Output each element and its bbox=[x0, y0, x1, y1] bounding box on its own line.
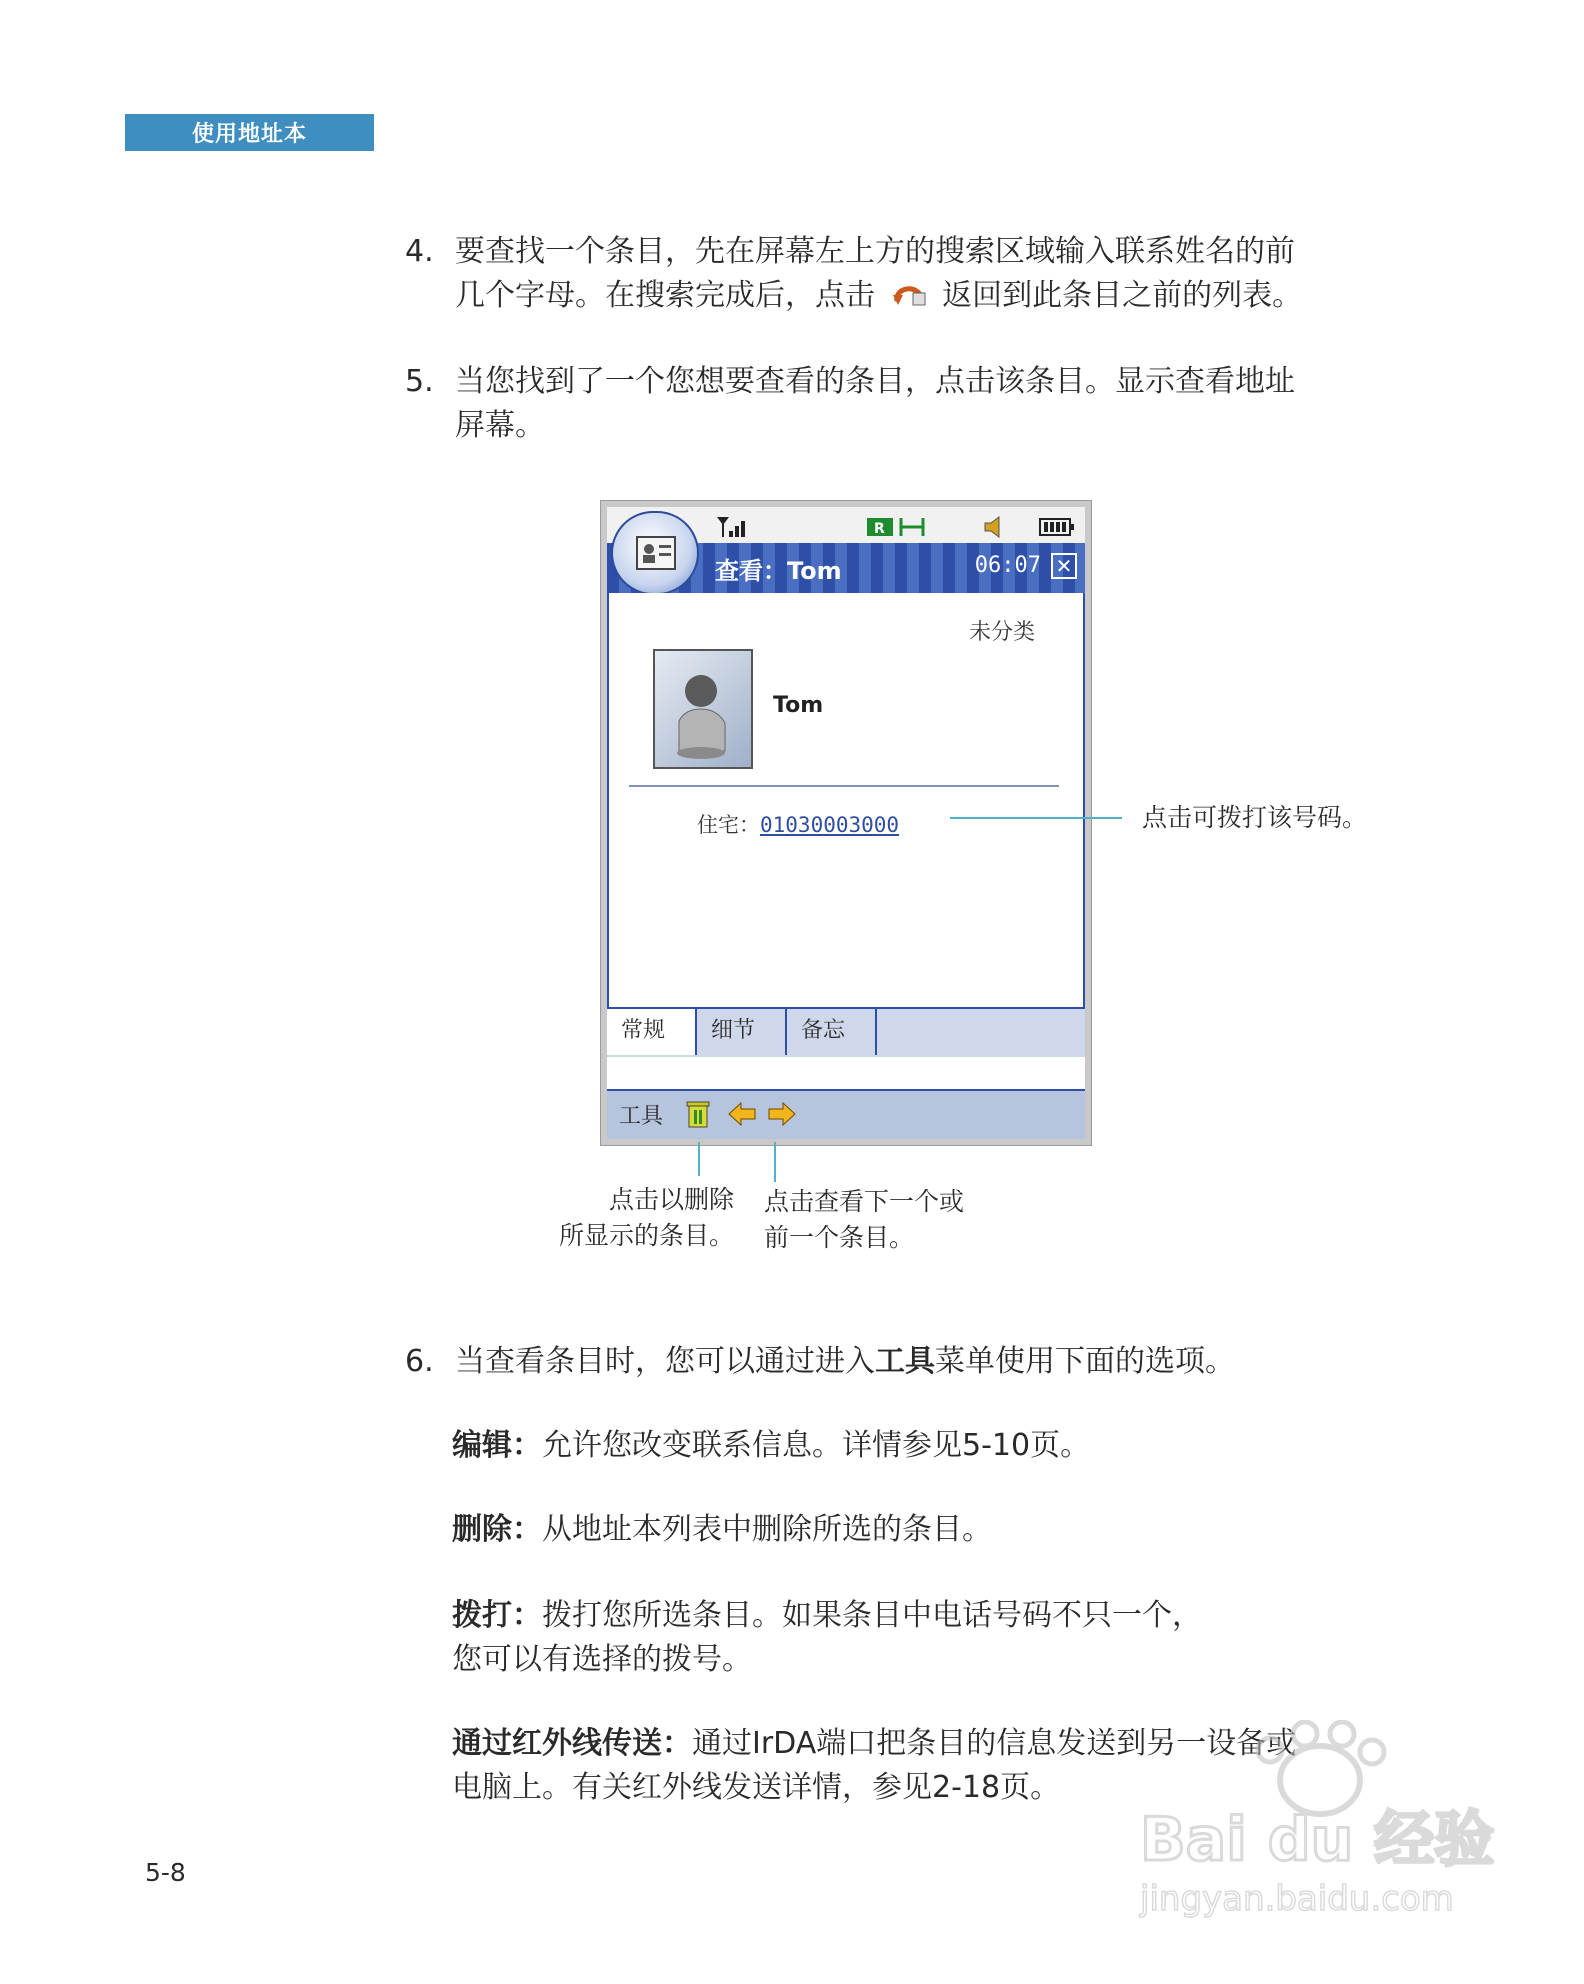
callout-line-nav bbox=[774, 1142, 776, 1182]
step6-text-a: 当查看条目时，您可以通过进入 bbox=[455, 1344, 875, 1379]
tools-menu[interactable]: 工具 bbox=[619, 1104, 664, 1129]
callout-line-delete bbox=[698, 1142, 700, 1176]
option-delete bbox=[452, 1508, 992, 1552]
contact-name: Tom bbox=[773, 693, 824, 718]
watermark-url: jingyan.baidu.com bbox=[1140, 1879, 1454, 1919]
option-desc: 通过IrDA端口把条目的信息发送到另一设备或 bbox=[692, 1726, 1297, 1761]
callout-nav-line2: 前一个条目。 bbox=[764, 1223, 915, 1252]
step-6 bbox=[405, 1340, 1455, 1384]
baidu-watermark bbox=[1120, 1720, 1500, 1920]
roaming-icon bbox=[865, 515, 929, 539]
toolbar bbox=[607, 1089, 1085, 1139]
phone-label: 住宅： bbox=[697, 813, 760, 837]
step6-tools-term: 工具 bbox=[875, 1344, 935, 1379]
contact-card-glyph bbox=[613, 513, 697, 593]
tab-details[interactable]: 细节 bbox=[697, 1009, 787, 1055]
option-term: 编辑： bbox=[452, 1428, 542, 1463]
step-4 bbox=[405, 230, 1455, 320]
option-desc: 允许您改变联系信息。详情参见5-10页。 bbox=[542, 1428, 1091, 1463]
avatar-icon bbox=[655, 651, 751, 767]
step-text-line2a: 几个字母。在搜索完成后，点击 bbox=[455, 278, 875, 313]
option-edit bbox=[452, 1424, 1090, 1468]
step-text-line1: 要查找一个条目，先在屏幕左上方的搜索区域输入联系姓名的前 bbox=[455, 234, 1295, 269]
option-desc-line2: 您可以有选择的拨号。 bbox=[452, 1642, 752, 1677]
screen-title: 查看：Tom bbox=[715, 557, 842, 585]
paw-logo-icon bbox=[1120, 1720, 1500, 1920]
battery-icon bbox=[1039, 515, 1075, 539]
category-label[interactable]: 未分类 bbox=[968, 620, 1035, 645]
step-text-line1: 当您找到了一个您想要查看的条目，点击该条目。显示查看地址 bbox=[455, 364, 1295, 399]
step-number: 5. bbox=[405, 364, 434, 399]
tab-bar bbox=[607, 1007, 1085, 1057]
step-text-line2b: 返回到此条目之前的列表。 bbox=[942, 278, 1303, 313]
watermark-brand: Bai du 经验 bbox=[1140, 1805, 1495, 1875]
callout-nav-line1: 点击查看下一个或 bbox=[764, 1187, 965, 1216]
arrow-left-icon[interactable] bbox=[727, 1099, 757, 1129]
step-5 bbox=[405, 360, 1455, 450]
callout-line-dial bbox=[950, 817, 1122, 819]
phone-number-link[interactable]: 01030003000 bbox=[760, 813, 900, 837]
refresh-icon bbox=[891, 281, 927, 309]
option-term: 删除： bbox=[452, 1512, 542, 1547]
option-desc-line2: 电脑上。有关红外线发送详情，参见2-18页。 bbox=[452, 1770, 1061, 1805]
option-term: 通过红外线传送： bbox=[452, 1726, 692, 1761]
avatar[interactable] bbox=[653, 649, 753, 769]
clock: 06:07 bbox=[974, 553, 1041, 578]
step-text-line2: 屏幕。 bbox=[455, 408, 545, 443]
divider bbox=[629, 785, 1059, 787]
tab-general[interactable]: 常规 bbox=[607, 1009, 697, 1055]
signal-icon bbox=[715, 515, 755, 539]
callout-nav bbox=[764, 1184, 964, 1256]
contact-card-icon bbox=[611, 511, 699, 595]
close-button[interactable]: ✕ bbox=[1051, 553, 1077, 579]
callout-delete-line2: 所显示的条目。 bbox=[558, 1221, 734, 1250]
option-dial bbox=[452, 1594, 1202, 1682]
phone-row bbox=[697, 809, 899, 839]
tab-notes[interactable]: 备忘 bbox=[787, 1009, 877, 1055]
step-number: 6. bbox=[405, 1344, 434, 1379]
contact-details-panel bbox=[607, 593, 1085, 1057]
callout-dial: 点击可拨打该号码。 bbox=[1142, 803, 1368, 832]
option-desc: 拨打您所选条目。如果条目中电话号码不只一个， bbox=[542, 1598, 1202, 1633]
trash-icon[interactable] bbox=[683, 1099, 713, 1129]
callout-delete bbox=[550, 1182, 734, 1254]
option-term: 拨打： bbox=[452, 1598, 542, 1633]
step6-text-b: 菜单使用下面的选项。 bbox=[935, 1344, 1235, 1379]
step-number: 4. bbox=[405, 234, 434, 269]
contact-view-screenshot bbox=[600, 500, 1092, 1146]
page-number: 5-8 bbox=[145, 1858, 186, 1887]
callout-delete-line1: 点击以删除 bbox=[608, 1185, 734, 1214]
speaker-icon bbox=[983, 515, 1009, 539]
svg-text:R: R bbox=[874, 521, 885, 537]
option-desc: 从地址本列表中删除所选的条目。 bbox=[542, 1512, 992, 1547]
arrow-right-icon[interactable] bbox=[767, 1099, 797, 1129]
section-header-tab: 使用地址本 bbox=[125, 114, 374, 151]
